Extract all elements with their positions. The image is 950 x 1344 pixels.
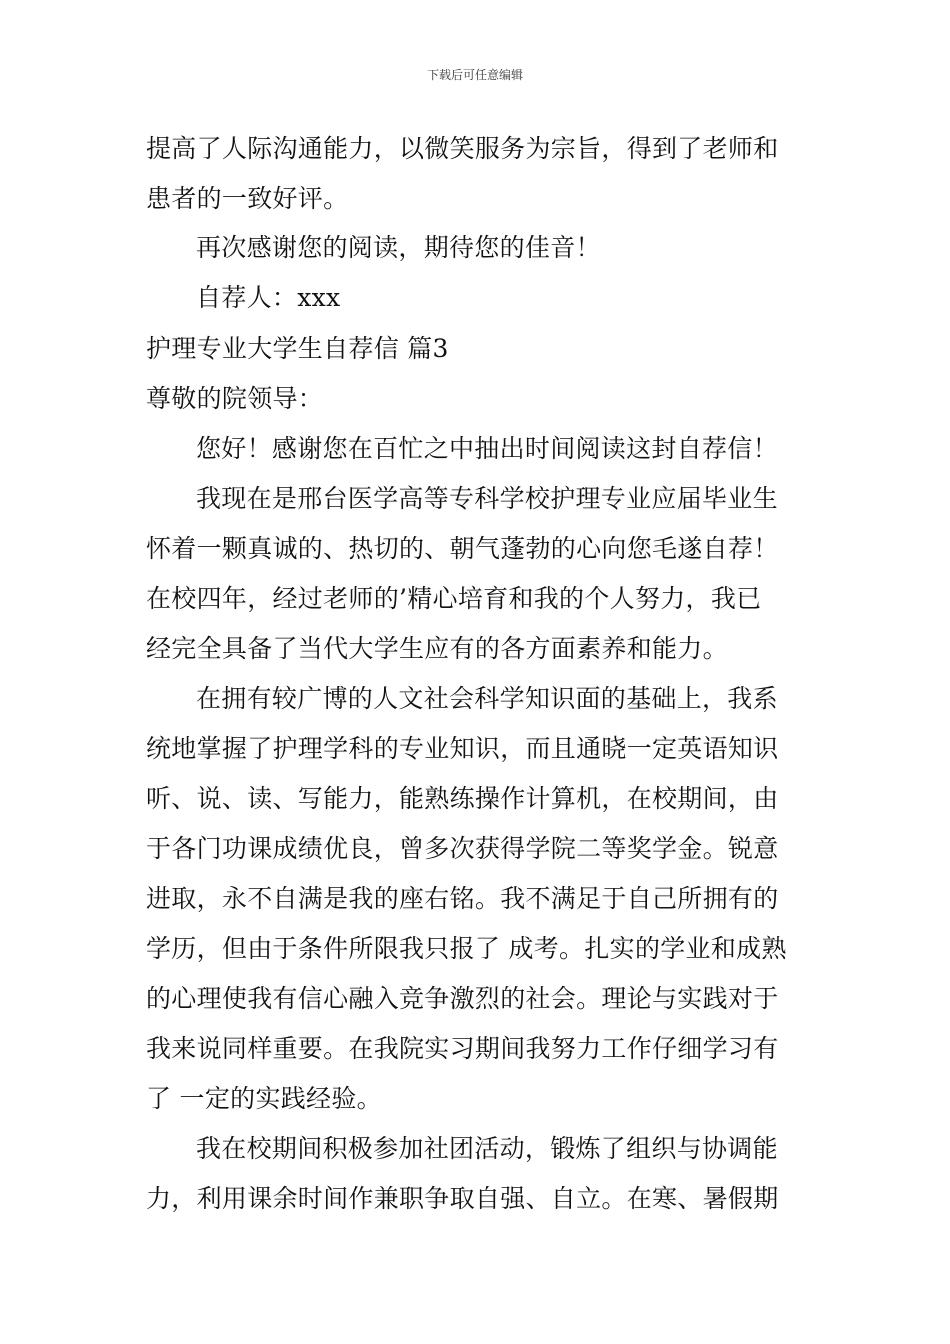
text-line: 了 一定的实践经验。 xyxy=(146,1084,382,1113)
text-line: 我在校期间积极参加社团活动，锻炼了组织与协调能 xyxy=(196,1134,778,1163)
text-line: 于各门功课成绩优良，曾多次获得学院二等奖学金。锐意 xyxy=(146,834,779,863)
page-header: 下载后可任意编辑 xyxy=(426,68,523,82)
text-line: 学历，但由于条件所限我只报了 成考。扎实的学业和成熟 xyxy=(146,934,787,963)
text-line: 怀着一颗真诚的、热切的、朝气蓬勃的心向您毛遂自荐！ xyxy=(146,534,779,563)
signature-line: 自荐人：xxx xyxy=(196,283,341,312)
text-line: 统地掌握了护理学科的专业知识，而且通晓一定英语知识 xyxy=(146,734,779,763)
salutation: 尊敬的院领导： xyxy=(146,384,324,413)
text-line: 在拥有较广博的人文社会科学知识面的基础上，我系 xyxy=(196,684,778,713)
text-line: 进取，永不自满是我的座右铭。我不满足于自己所拥有的 xyxy=(146,884,779,913)
text-line: 再次感谢您的阅读，期待您的佳音！ xyxy=(196,233,601,262)
text-line: 的心理使我有信心融入竞争激烈的社会。理论与实践对于 xyxy=(146,984,779,1013)
text-line: 提高了人际沟通能力，以微笑服务为宗旨，得到了老师和 xyxy=(146,134,779,163)
text-line: 力，利用课余时间作兼职争取自强、自立。在寒、暑假期 xyxy=(146,1184,779,1213)
text-line: 您好！感谢您在百忙之中抽出时间阅读这封自荐信！ xyxy=(196,434,778,463)
text-line: 听、说、读、写能力，能熟练操作计算机，在校期间，由 xyxy=(146,784,779,813)
text-line: 患者的一致好评。 xyxy=(146,184,349,213)
text-line: 在校四年，经过老师的’精心培育和我的个人努力，我已 xyxy=(146,584,762,613)
text-line: 我现在是邢台医学高等专科学校护理专业应届毕业生 xyxy=(196,484,778,513)
section-title: 护理专业大学生自荐信 篇3 xyxy=(146,334,449,363)
text-line: 经完全具备了当代大学生应有的各方面素养和能力。 xyxy=(146,634,728,663)
text-line: 我来说同样重要。在我院实习期间我努力工作仔细学习有 xyxy=(146,1034,779,1063)
